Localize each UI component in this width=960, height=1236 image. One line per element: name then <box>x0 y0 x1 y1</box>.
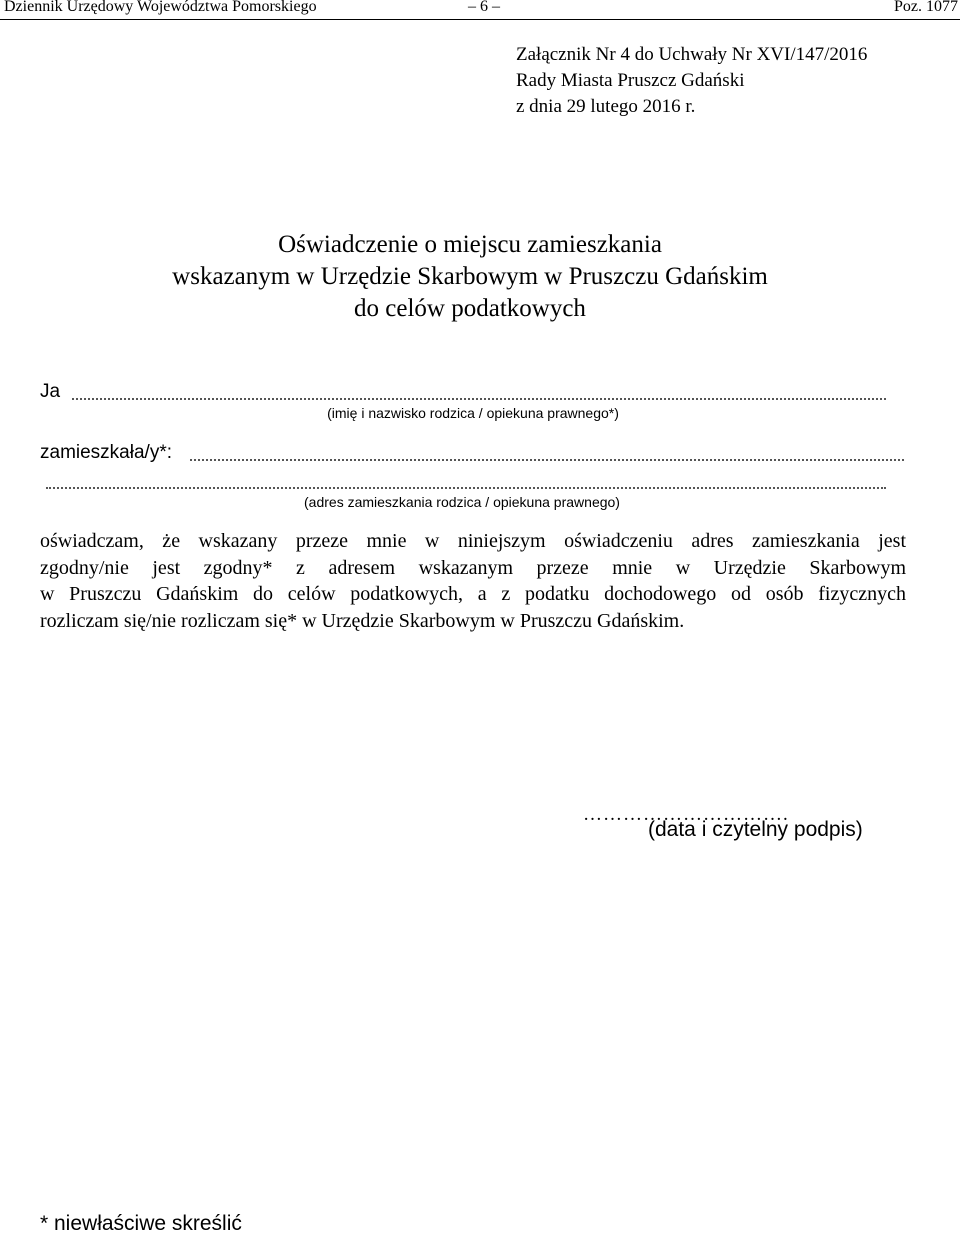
journal-name: Dziennik Urzędowy Województwa Pomorskiego <box>4 0 317 15</box>
address-hint: (adres zamieszkania rodzica / opiekuna prawnego) <box>304 494 620 510</box>
position-number: Poz. 1077 <box>894 0 958 15</box>
title-line-3: do celów podatkowych <box>354 295 586 322</box>
signature-field[interactable]: …………………………. <box>583 804 789 825</box>
header-divider <box>0 19 960 20</box>
statement-line-2: zgodny/nie jest zgodny* z adresem wskazanym przeze mnie w Urzędzie Skarbowym <box>40 556 906 579</box>
attachment-line-3: z dnia 29 lutego 2016 r. <box>516 96 696 117</box>
statement-paragraph <box>40 528 906 634</box>
name-label: Ja <box>40 381 61 402</box>
page-number: – 6 – <box>468 0 500 15</box>
title-line-2: wskazanym w Urzędzie Skarbowym w Pruszczu Gdańskim <box>172 263 768 290</box>
signature-label: (data i czytelny podpis) <box>648 818 863 841</box>
statement-line-3: w Pruszczu Gdańskim do celów podatkowych, a z podatku dochodowego od osób fizycznych <box>40 583 906 605</box>
attachment-line-2: Rady Miasta Pruszcz Gdański <box>516 70 745 91</box>
address-field-line-1[interactable] <box>190 459 904 461</box>
statement-line-4: rozliczam się/nie rozliczam się* w Urzędzie Skarbowym w Pruszczu Gdańskim. <box>40 609 685 632</box>
name-field[interactable] <box>72 398 886 400</box>
address-field-line-2[interactable] <box>46 487 886 489</box>
address-label: zamieszkała/y*: <box>40 442 172 463</box>
name-hint: (imię i nazwisko rodzica / opiekuna prawnego*) <box>327 405 619 421</box>
attachment-line-1: Załącznik Nr 4 do Uchwały Nr XVI/147/2016 <box>516 44 868 65</box>
footnote: * niewłaściwe skreślić <box>40 1212 242 1235</box>
title-line-1: Oświadczenie o miejscu zamieszkania <box>278 231 662 258</box>
attachment-block <box>516 42 867 120</box>
document-title <box>0 229 940 325</box>
statement-line-1: oświadczam, że wskazany przeze mnie w niniejszym oświadczeniu adres zamieszkania jest <box>40 530 906 552</box>
